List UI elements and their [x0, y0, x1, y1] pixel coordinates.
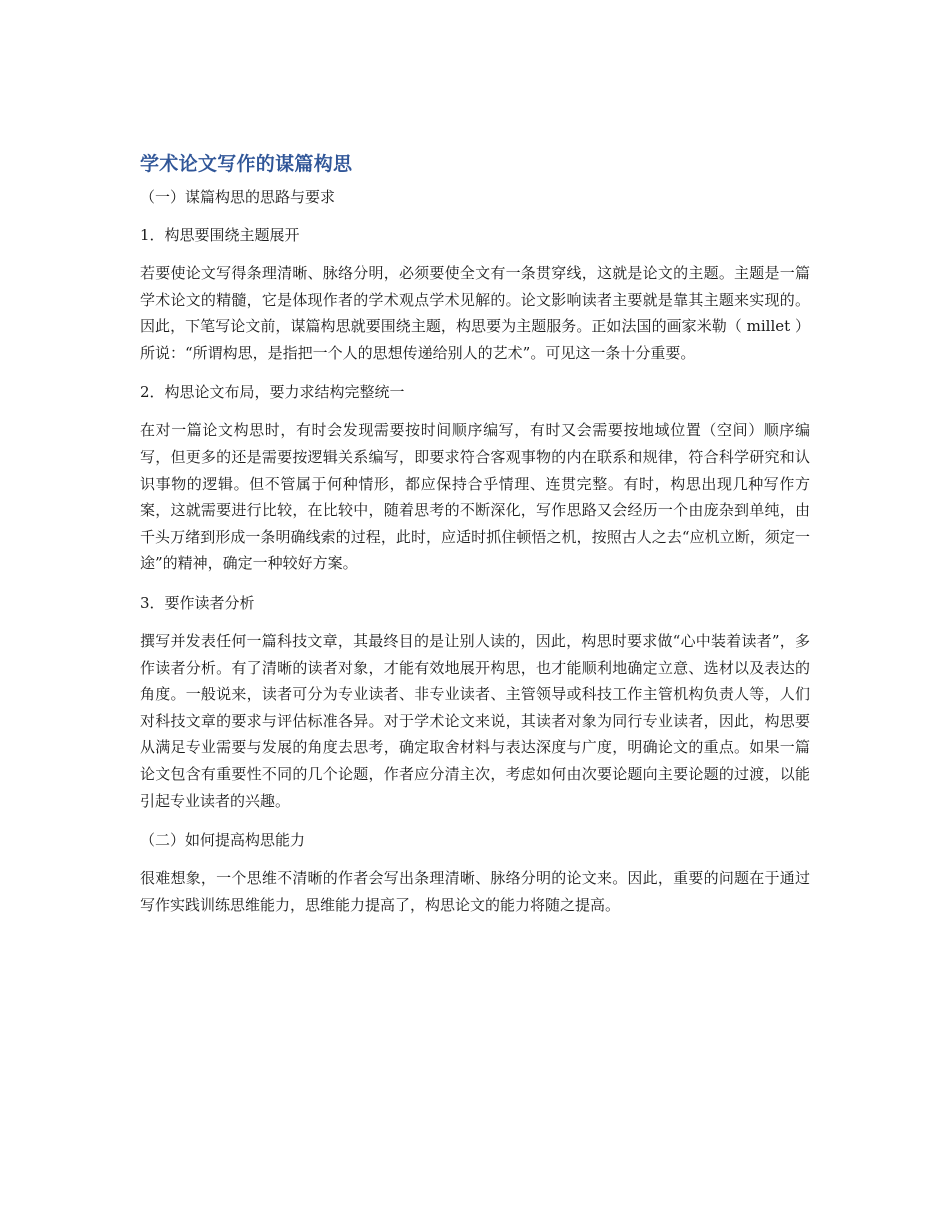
point-1-paragraph: 若要使论文写得条理清晰、脉络分明，必须要使全文有一条贯穿线，这就是论文的主题。主题是一篇学术论文的精髓，它是体现作者的学术观点学术见解的。论文影响读者主要就是靠其主题来实现的。因此，下笔写论文前，谋篇构思就要围绕主题，构思要为主题服务。正如法国的画家米勒（ millet ）所说：“所谓构思，是指把一个人的思想传递给别人的艺术”。可见这一条十分重要。 — [140, 264, 810, 362]
section-2-heading: （二）如何提高构思能力 — [140, 831, 306, 850]
point-1-heading: 1．构思要围绕主题展开 — [140, 226, 300, 244]
point-2-paragraph: 在对一篇论文构思时，有时会发现需要按时间顺序编写，有时又会需要按地域位置（空间）顺序编写，但更多的还是需要按逻辑关系编写，即要求符合客观事物的内在联系和规律，符合科学研究和认识事物的逻辑。但不管属于何种情形，都应保持合乎情理、连贯完整。有时，构思出现几种写作方案，这就需要进行比较，在比较中，随着思考的不断深化，写作思路又会经历一个由庞杂到单纯，由千头万绪到形成一条明确线索的过程，此时，应适时抓住顿悟之机，按照古人之去“应机立断，须定一途”的精神，确定一种较好方案。 — [140, 421, 810, 573]
document-body — [140, 150, 810, 931]
point-3-heading: 3．要作读者分析 — [140, 593, 255, 612]
section-2-paragraph: 很难想象，一个思维不清晰的作者会写出条理清晰、脉络分明的论文来。因此，重要的问题在于通过写作实践训练思维能力，思维能力提高了，构思论文的能力将随之提高。 — [140, 869, 810, 914]
document-title: 学术论文写作的谋篇构思 — [140, 153, 353, 175]
point-3-paragraph: 撰写并发表任何一篇科技文章，其最终目的是让别人读的，因此，构思时要求做“心中装着读者”，多作读者分析。有了清晰的读者对象，才能有效地展开构思，也才能顺利地确定立意、选材以及表达的角度。一般说来，读者可分为专业读者、非专业读者、主管领导或科技工作主管机构负责人等，人们对科技文章的要求与评估标准各异。对于学术论文来说，其读者对象为同行专业读者，因此，构思要从满足专业需要与发展的角度去思考，确定取舍材料与表达深度与广度，明确论文的重点。如果一篇论文包含有重要性不同的几个论题，作者应分清主次，考虑如何由次要论题向主要论题的过渡，以能引起专业读者的兴趣。 — [140, 631, 810, 810]
point-2-heading: 2．构思论文布局，要力求结构完整统一 — [140, 383, 405, 402]
section-1-heading: （一）谋篇构思的思路与要求 — [140, 188, 336, 206]
